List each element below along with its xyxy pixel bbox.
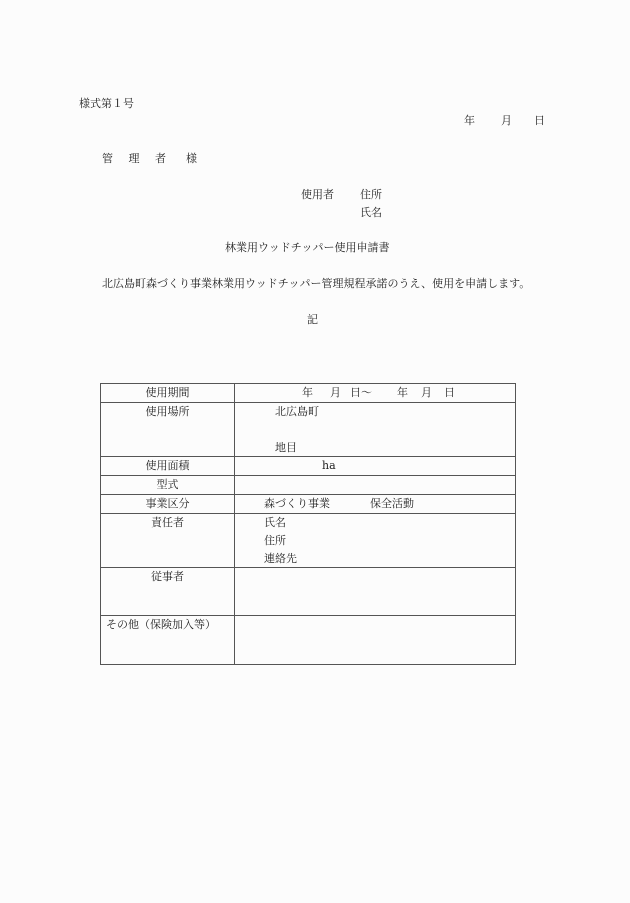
label-usage-area: 使用面積 bbox=[101, 457, 235, 476]
model-field[interactable] bbox=[235, 476, 516, 495]
date-day: 日 bbox=[534, 114, 545, 127]
usage-place-field[interactable] bbox=[235, 403, 516, 457]
table-row-usage-area bbox=[101, 457, 516, 476]
usage-area-field[interactable] bbox=[235, 457, 516, 476]
addressee bbox=[102, 152, 203, 166]
date-year: 年 bbox=[464, 114, 475, 127]
addressee-honorific: 様 bbox=[186, 152, 203, 165]
workers-field[interactable] bbox=[235, 568, 516, 616]
period-to-year: 年 bbox=[397, 386, 408, 399]
usage-period-field[interactable] bbox=[235, 384, 516, 403]
other-field[interactable] bbox=[235, 616, 516, 665]
period-from-month: 月 bbox=[330, 386, 341, 399]
period-from-year: 年 bbox=[302, 386, 313, 399]
document-body: 北広島町森づくり事業林業用ウッドチッパー管理規程承諾のうえ、使用を申請します。 bbox=[102, 277, 531, 290]
label-manager: 責任者 bbox=[101, 514, 235, 568]
project-type-option-forest[interactable]: 森づくり事業 bbox=[264, 497, 330, 510]
manager-contact-label: 連絡先 bbox=[264, 552, 297, 565]
applicant-address-label: 住所 bbox=[360, 188, 382, 201]
label-project-type: 事業区分 bbox=[101, 495, 235, 514]
table-row-model bbox=[101, 476, 516, 495]
period-from-day: 日〜 bbox=[350, 386, 372, 399]
table-row-project-type bbox=[101, 495, 516, 514]
place-land-category: 地目 bbox=[275, 441, 297, 454]
label-usage-period: 使用期間 bbox=[101, 384, 235, 403]
label-other: その他（保険加入等） bbox=[101, 616, 235, 665]
label-model: 型式 bbox=[101, 476, 235, 495]
document-title: 林業用ウッドチッパー使用申請書 bbox=[225, 241, 390, 254]
table-row-workers bbox=[101, 568, 516, 616]
project-type-option-conservation[interactable]: 保全活動 bbox=[370, 497, 414, 510]
application-form-table bbox=[100, 383, 516, 665]
form-number: 様式第１号 bbox=[79, 97, 134, 110]
table-row-manager bbox=[101, 514, 516, 568]
applicant-label: 使用者 bbox=[301, 188, 334, 201]
place-town: 北広島町 bbox=[275, 405, 319, 418]
table-row-usage-place bbox=[101, 403, 516, 457]
addressee-name: 管 理 者 bbox=[102, 152, 172, 165]
manager-field[interactable] bbox=[235, 514, 516, 568]
project-type-field[interactable] bbox=[235, 495, 516, 514]
application-date bbox=[464, 114, 545, 128]
manager-address-label: 住所 bbox=[264, 534, 286, 547]
label-workers: 従事者 bbox=[101, 568, 235, 616]
table-row-other bbox=[101, 616, 516, 665]
period-to-month: 月 bbox=[421, 386, 432, 399]
period-to-day: 日 bbox=[444, 386, 455, 399]
ki-heading: 記 bbox=[307, 313, 318, 326]
date-month: 月 bbox=[501, 114, 512, 127]
applicant-name-label: 氏名 bbox=[360, 206, 382, 219]
table-row-usage-period bbox=[101, 384, 516, 403]
label-usage-place: 使用場所 bbox=[101, 403, 235, 457]
area-unit: ha bbox=[322, 459, 336, 472]
manager-name-label: 氏名 bbox=[264, 516, 286, 529]
